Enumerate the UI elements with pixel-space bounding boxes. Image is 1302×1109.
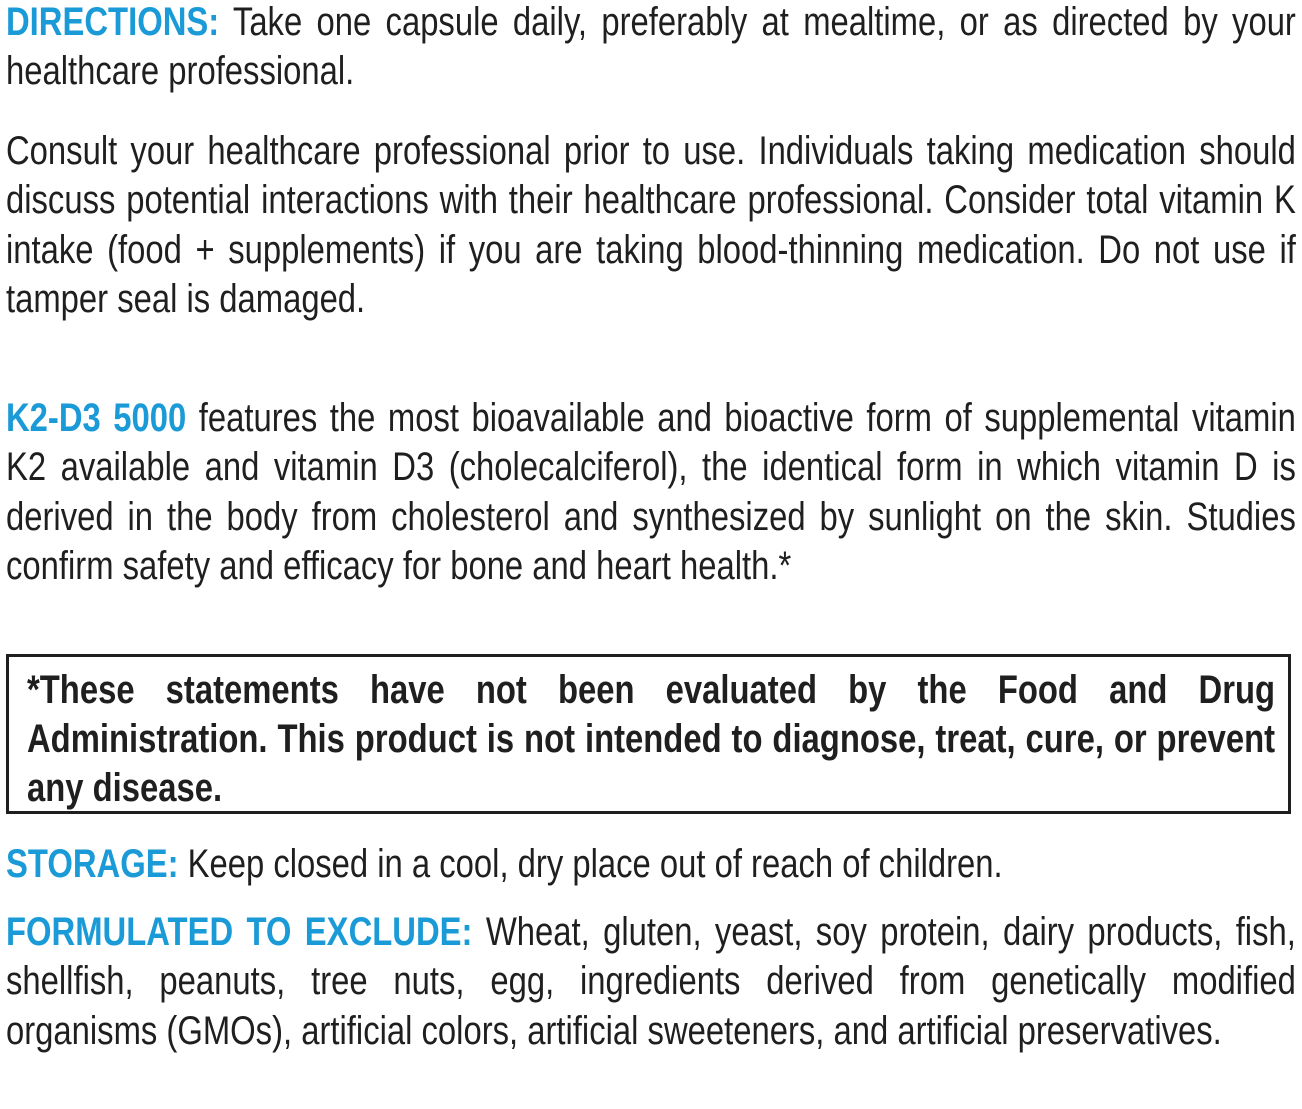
exclude-text: Wheat, gluten, yeast, soy protein, dairy products, fish, shellfish, peanuts, tree nuts, egg, ingredients derived from genetically modified organisms (GMOs), artificial colors, artificial sweeteners, and artificial preservatives. [6, 910, 1296, 1053]
directions-text: Take one capsule daily, preferably at mealtime, or as directed by your healthcare professional. [6, 0, 1296, 94]
consult-paragraph [6, 127, 1296, 324]
storage-heading: STORAGE: [6, 842, 179, 886]
product-name: K2-D3 5000 [6, 396, 187, 440]
product-description-text: features the most bioavailable and bioactive form of supplemental vitamin K2 available and vitamin D3 (cholecalciferol), the identical form in which vitamin D is derived in the body from cholesterol and synthesized by sunlight on the skin. Studies confirm safety and efficacy for bone and heart health.* [6, 396, 1296, 588]
exclude-heading: FORMULATED TO EXCLUDE: [6, 910, 473, 954]
storage-paragraph [6, 840, 1296, 889]
consult-text: Consult your healthcare professional prior to use. Individuals taking medication should discuss potential interactions with their healthcare professional. Consider total vitamin K intake (food + supplements) if you are taking blood-thinning medication. Do not use if tamper seal is damaged. [6, 129, 1296, 321]
storage-text: Keep closed in a cool, dry place out of reach of children. [178, 842, 1003, 886]
fda-disclaimer-text: *These statements have not been evaluated by the Food and Drug Administration. This product is not intended to diagnose, treat, cure, or prevent any disease. [27, 668, 1276, 810]
fda-disclaimer-box [6, 654, 1291, 814]
directions-paragraph [6, 0, 1296, 97]
product-description-paragraph [6, 394, 1296, 591]
exclude-paragraph [6, 908, 1296, 1056]
directions-heading: DIRECTIONS: [6, 0, 220, 44]
